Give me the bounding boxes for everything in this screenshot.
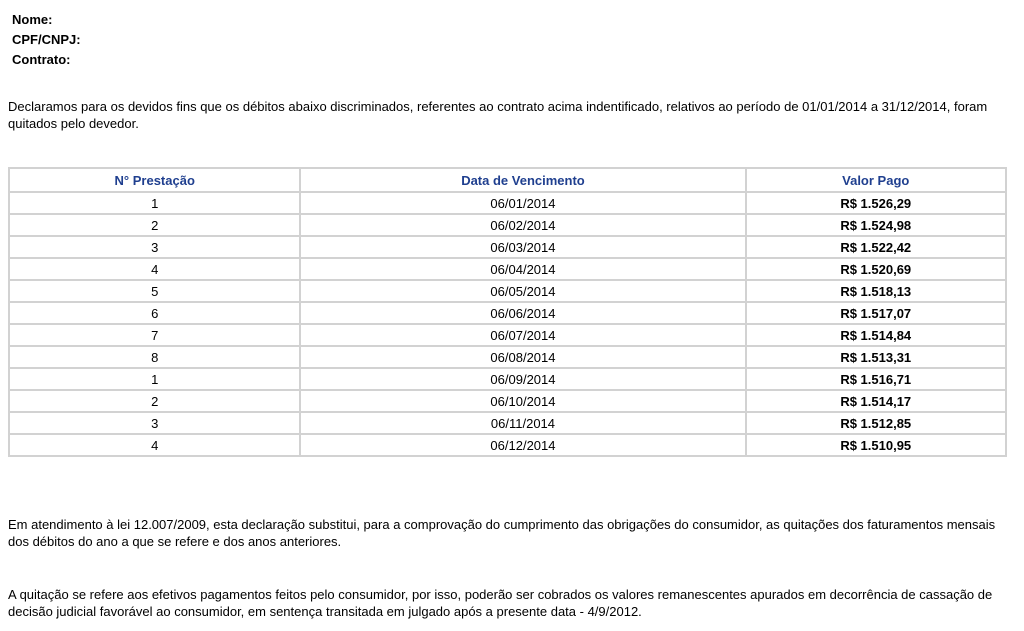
header-amount-paid: Valor Pago: [746, 168, 1007, 192]
table-row: [9, 390, 1006, 412]
amount-paid: R$ 1.510,95: [746, 434, 1007, 456]
installment-number: 3: [9, 412, 300, 434]
amount-paid: R$ 1.518,13: [746, 280, 1007, 302]
table-row: [9, 346, 1006, 368]
header-due-date: Data de Vencimento: [300, 168, 745, 192]
installment-number: 2: [9, 214, 300, 236]
amount-paid: R$ 1.514,17: [746, 390, 1007, 412]
due-date: 06/11/2014: [300, 412, 745, 434]
contrato-label: Contrato:: [12, 52, 71, 67]
table-row: [9, 236, 1006, 258]
installment-number: 7: [9, 324, 300, 346]
amount-paid: R$ 1.512,85: [746, 412, 1007, 434]
amount-paid: R$ 1.522,42: [746, 236, 1007, 258]
installment-number: 6: [9, 302, 300, 324]
table-row: [9, 192, 1006, 214]
due-date: 06/12/2014: [300, 434, 745, 456]
due-date: 06/07/2014: [300, 324, 745, 346]
table-row: [9, 302, 1006, 324]
due-date: 06/10/2014: [300, 390, 745, 412]
identification-block: [12, 10, 81, 70]
due-date: 06/03/2014: [300, 236, 745, 258]
table-header-row: [9, 168, 1006, 192]
table-row: [9, 214, 1006, 236]
due-date: 06/01/2014: [300, 192, 745, 214]
due-date: 06/06/2014: [300, 302, 745, 324]
due-date: 06/04/2014: [300, 258, 745, 280]
amount-paid: R$ 1.514,84: [746, 324, 1007, 346]
installment-number: 4: [9, 434, 300, 456]
installment-number: 4: [9, 258, 300, 280]
law-paragraph: Em atendimento à lei 12.007/2009, esta declaração substitui, para a comprovação do cumprimento das obrigações do consumidor, as quitações dos faturamentos mensais dos débitos do ano a que se refere e dos anos anteriores.: [8, 517, 996, 549]
installment-number: 5: [9, 280, 300, 302]
due-date: 06/02/2014: [300, 214, 745, 236]
cpf-cnpj-label: CPF/CNPJ:: [12, 32, 81, 47]
due-date: 06/05/2014: [300, 280, 745, 302]
table-body: [9, 192, 1006, 456]
due-date: 06/09/2014: [300, 368, 745, 390]
due-date: 06/08/2014: [300, 346, 745, 368]
nome-label: Nome:: [12, 12, 53, 27]
payments-table: [8, 167, 1007, 457]
table-row: [9, 280, 1006, 302]
table-row: [9, 434, 1006, 456]
amount-paid: R$ 1.524,98: [746, 214, 1007, 236]
amount-paid: R$ 1.517,07: [746, 302, 1007, 324]
table-row: [9, 412, 1006, 434]
table-row: [9, 324, 1006, 346]
installment-number: 8: [9, 346, 300, 368]
table-row: [9, 368, 1006, 390]
amount-paid: R$ 1.516,71: [746, 368, 1007, 390]
installment-number: 2: [9, 390, 300, 412]
table-row: [9, 258, 1006, 280]
header-installment-number: N° Prestação: [9, 168, 300, 192]
installment-number: 1: [9, 368, 300, 390]
declaration-paragraph: Declaramos para os devidos fins que os débitos abaixo discriminados, referentes ao contrato acima indentificado, relativos ao período de 01/01/2014 a 31/12/2014, foram quitados pelo devedor.: [8, 99, 988, 131]
amount-paid: R$ 1.513,31: [746, 346, 1007, 368]
quitacao-paragraph: A quitação se refere aos efetivos pagamentos feitos pelo consumidor, por isso, poderão ser cobrados os valores remanescentes apurados em decorrência de cassação de decisão judicial favorável ao consumidor, em sentença transitada em julgado após a presente data - 4/9/2012.: [8, 587, 993, 619]
installment-number: 3: [9, 236, 300, 258]
amount-paid: R$ 1.520,69: [746, 258, 1007, 280]
amount-paid: R$ 1.526,29: [746, 192, 1007, 214]
installment-number: 1: [9, 192, 300, 214]
